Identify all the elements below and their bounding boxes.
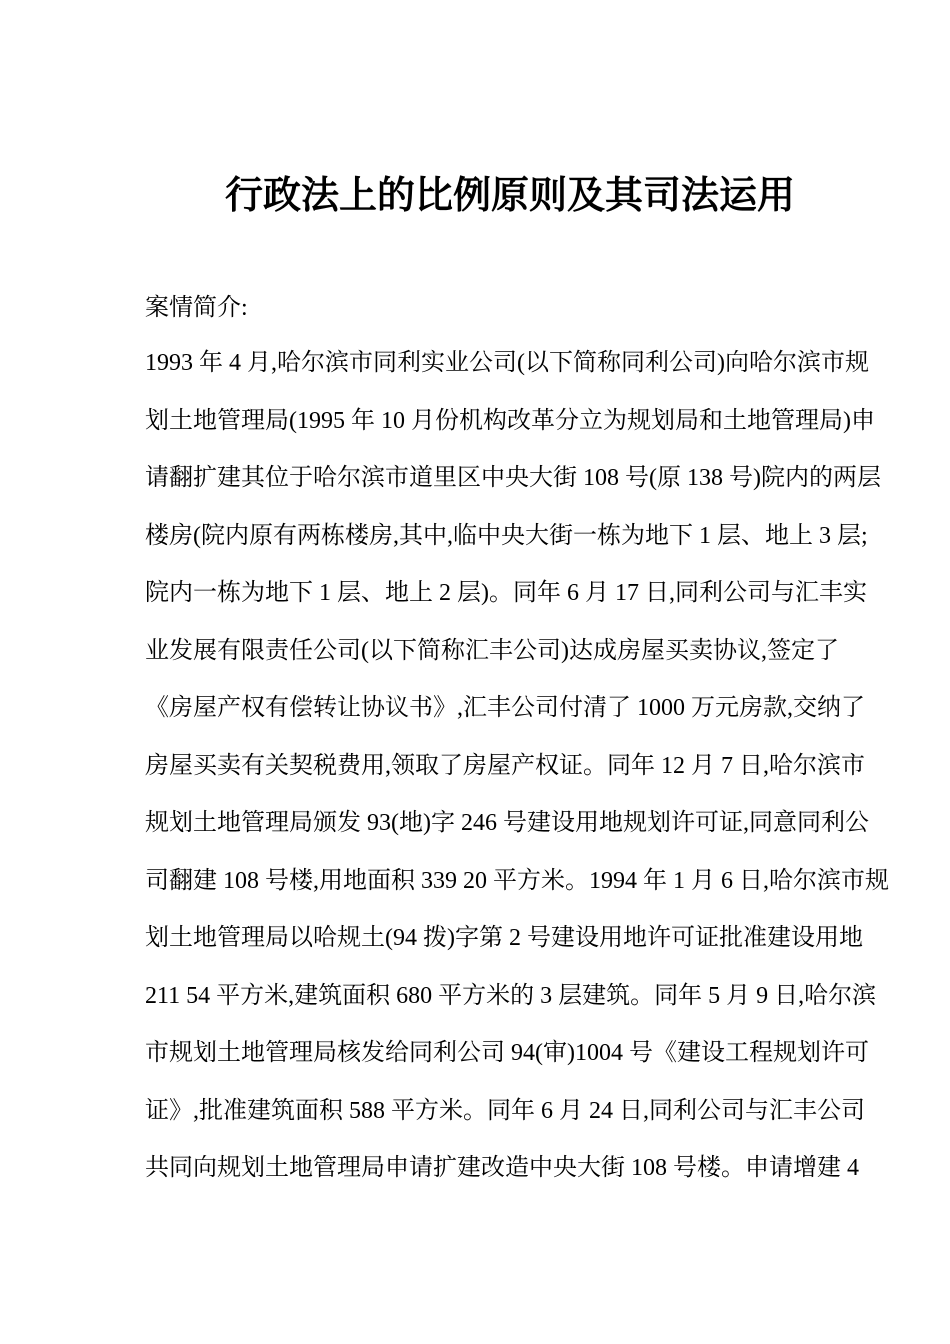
- paragraph-line: 规划土地管理局颁发 93(地)字 246 号建设用地规划许可证,同意同利公: [145, 810, 869, 836]
- paragraph-line: 共同向规划土地管理局申请扩建改造中央大街 108 号楼。申请增建 4: [145, 1155, 859, 1181]
- paragraph-line: 楼房(院内原有两栋楼房,其中,临中央大街一栋为地下 1 层、地上 3 层;: [145, 522, 868, 549]
- paragraph-line: 市规划土地管理局核发给同利公司 94(审)1004 号《建设工程规划许可: [145, 1040, 869, 1066]
- paragraph-line: 211 54 平方米,建筑面积 680 平方米的 3 层建筑。同年 5 月 9 日,哈尔滨: [145, 982, 877, 1009]
- document-title: 行政法上的比例原则及其司法运用: [224, 175, 795, 217]
- paragraph-line: 院内一栋为地下 1 层、地上 2 层)。同年 6 月 17 日,同利公司与汇丰实: [145, 580, 867, 606]
- paragraph-line: 房屋买卖有关契税费用,领取了房屋产权证。同年 12 月 7 日,哈尔滨市: [145, 752, 865, 779]
- section-heading: 案情简介:: [145, 295, 248, 321]
- paragraph-line: 业发展有限责任公司(以下简称汇丰公司)达成房屋买卖协议,签定了: [145, 637, 839, 664]
- paragraph-line: 证》,批准建筑面积 588 平方米。同年 6 月 24 日,同利公司与汇丰公司: [145, 1097, 865, 1124]
- paragraph-line: 请翻扩建其位于哈尔滨市道里区中央大街 108 号(原 138 号)院内的两层: [145, 465, 881, 491]
- paragraph-line: 司翻建 108 号楼,用地面积 339 20 平方米。1994 年 1 月 6 日,哈尔滨市规: [145, 867, 889, 894]
- paragraph-line: 《房屋产权有偿转让协议书》,汇丰公司付清了 1000 万元房款,交纳了: [145, 695, 865, 721]
- paragraph-line: 划土地管理局(1995 年 10 月份机构改革分立为规划局和土地管理局)申: [145, 407, 875, 434]
- paragraph-line: 1993 年 4 月,哈尔滨市同利实业公司(以下简称同利公司)向哈尔滨市规: [145, 350, 869, 376]
- paragraph-line: 划土地管理局以哈规土(94 拨)字第 2 号建设用地许可证批准建设用地: [145, 925, 863, 951]
- body-paragraph: [145, 343, 889, 1206]
